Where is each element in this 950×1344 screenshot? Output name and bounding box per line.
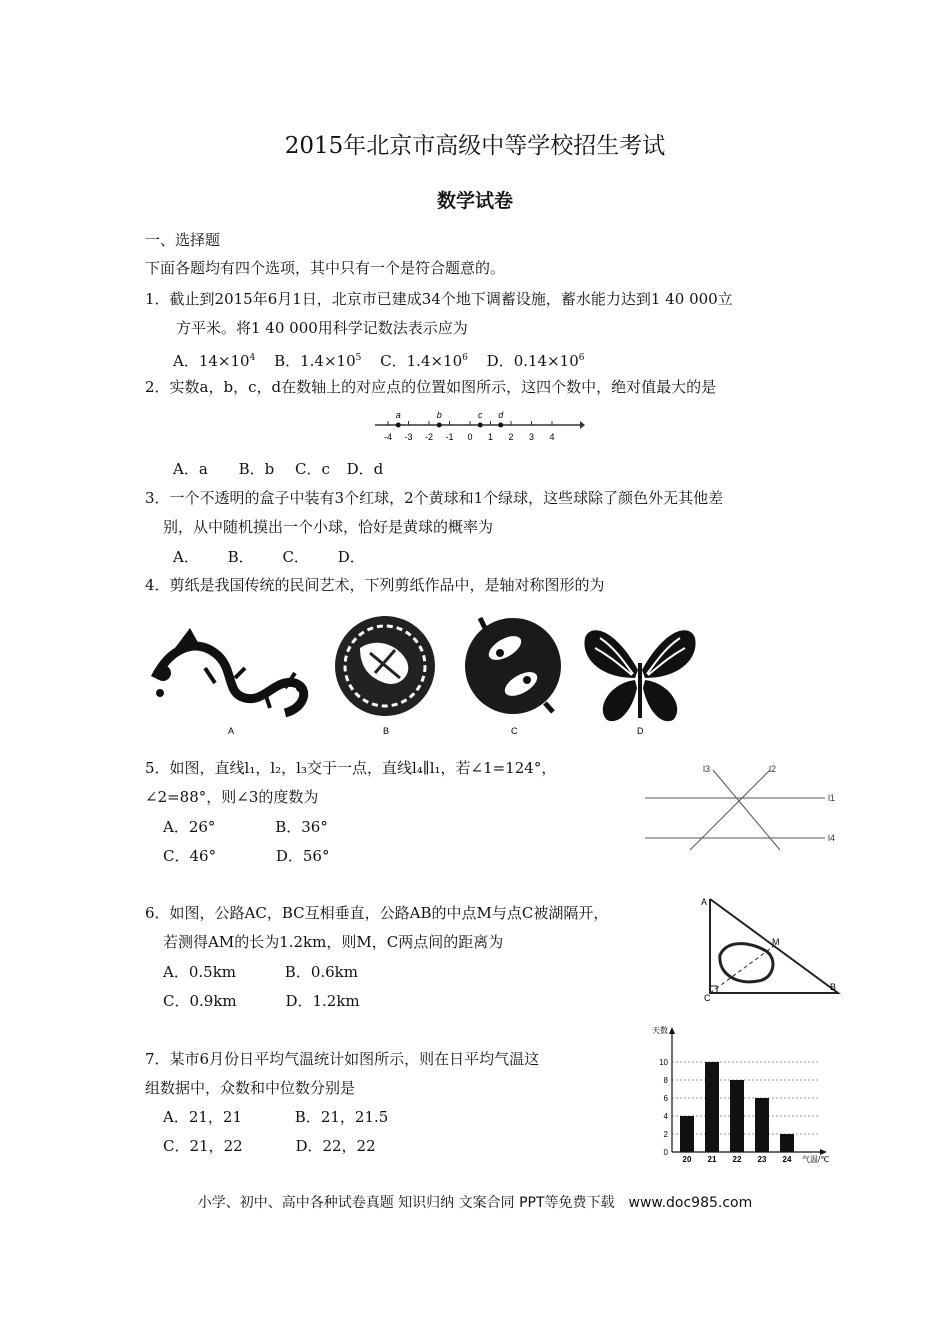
- chart-y-arrow: [669, 1027, 675, 1034]
- q7-text2: 组数据中，众数和中位数分别是: [145, 1079, 356, 1097]
- q3-option-a: A．: [173, 548, 199, 566]
- chart-ytick-label: 2: [663, 1130, 668, 1139]
- label-c: C: [704, 993, 711, 1001]
- q3-text1: 一个不透明的盒子中装有3个红球，2个黄球和1个绿球，这些球除了颜色外无其他差: [169, 489, 724, 507]
- q3-text2: 别，从中随机摸出一个小球，恰好是黄球的概率为: [163, 518, 494, 536]
- chart-bar: [730, 1080, 744, 1152]
- chart-yticks: [659, 1058, 668, 1157]
- number-line-arrow: [580, 421, 585, 429]
- q6-number: 6．: [145, 904, 170, 922]
- q2-option-b: B．b: [238, 460, 275, 478]
- number-line-tick-label: -2: [424, 432, 434, 442]
- number-line-tick-label: 1: [487, 432, 494, 442]
- q6-triangle-figure: [698, 893, 846, 1001]
- q5-options-row1: [163, 817, 342, 837]
- q1-options: [173, 348, 599, 371]
- q2-option-d: D．d: [346, 460, 384, 478]
- exam-title: 2015年北京市高级中等学校招生考试: [284, 133, 666, 159]
- q7-options-row1: [163, 1107, 402, 1127]
- lake-outline: [720, 944, 773, 982]
- chart-ytick-label: 10: [659, 1058, 668, 1067]
- label-m: M: [772, 937, 780, 947]
- number-line-tick-label: -3: [404, 432, 413, 442]
- chart-bar: [705, 1062, 719, 1152]
- q1-line1: [145, 289, 733, 309]
- number-line-tick-label: 0: [467, 432, 473, 442]
- q6-options-row1: [163, 962, 372, 982]
- q3-line1: [145, 488, 723, 508]
- chart-ytick-label: 8: [663, 1076, 668, 1085]
- label-l3: l3: [703, 764, 711, 774]
- number-line-point: [478, 423, 483, 428]
- number-line-point-label: c: [478, 410, 483, 420]
- q3-options: [173, 547, 379, 567]
- label-l1: l1: [828, 793, 836, 803]
- number-line-figure: [370, 408, 585, 444]
- page-footer: 小学、初中、高中各种试卷真题 知识归纳 文案合同 PPT等免费下载 www.doc985.com: [197, 1195, 753, 1211]
- chart-bar: [755, 1098, 769, 1152]
- label-l4: l4: [828, 833, 836, 843]
- q5-text1: 如图，直线l₁，l₂，l₃交于一点，直线l₄∥l₁，若∠1=124°，: [169, 759, 557, 777]
- q1-text1: 截止到2015年6月1日，北京市已建成34个地下调蓄设施，蓄水能力达到1 40 000立: [169, 290, 733, 308]
- q5-option-d: D．56°: [275, 847, 330, 865]
- chart-xtick-label: 23: [757, 1155, 767, 1164]
- q5-option-b: B．36°: [275, 818, 328, 836]
- q7-option-b: B．21，21.5: [294, 1108, 389, 1126]
- q5-number: 5．: [145, 759, 170, 777]
- number-line-point-label: b: [436, 410, 442, 420]
- q7-text1: 某市6月份日平均气温统计如图所示，则在日平均气温这: [169, 1050, 540, 1068]
- q5-line1: [145, 758, 556, 778]
- q1-number: 1．: [145, 290, 170, 308]
- q2-option-c: C．c: [294, 460, 330, 478]
- number-line-tick-label: -1: [445, 432, 454, 442]
- chart-ytick-label: 0: [663, 1148, 668, 1157]
- q6-text1: 如图，公路AC，BC互相垂直，公路AB的中点M与点C被湖隔开，: [169, 904, 609, 922]
- number-line-point: [437, 423, 442, 428]
- paper-subtitle: 数学试卷: [436, 190, 513, 212]
- q5-options-row2: [163, 846, 343, 866]
- q1-option-a: A．$14\times 10^4$: [173, 352, 256, 370]
- label-a: A: [701, 897, 708, 907]
- number-line-tick-label: 2: [508, 432, 514, 442]
- q1-option-d: D．$0.14\times 10^6$: [486, 352, 585, 370]
- chart-bars: [680, 1062, 794, 1152]
- q2-option-a: A．a: [173, 460, 208, 478]
- papercut-label-a: A: [228, 726, 235, 736]
- number-line-ticks: [384, 421, 555, 442]
- number-line-tick-label: 3: [528, 432, 535, 442]
- q7-line1: [145, 1049, 539, 1069]
- papercut-dragon: [155, 628, 304, 713]
- chart-bar: [780, 1134, 794, 1152]
- chart-xtick-label: 20: [682, 1155, 692, 1164]
- q4-text1: 剪纸是我国传统的民间艺术，下列剪纸作品中，是轴对称图形的为: [169, 576, 605, 594]
- chart-xtick-label: 21: [707, 1155, 717, 1164]
- q5-option-a: A．26°: [163, 818, 216, 836]
- q3-number: 3．: [145, 489, 170, 507]
- q6-option-c: C．0.9km: [163, 992, 237, 1010]
- papercut-label-b: B: [383, 726, 390, 736]
- papercut-figures: [145, 608, 705, 740]
- number-line-tick-label: -4: [383, 432, 393, 442]
- number-line-point-label: a: [395, 410, 401, 420]
- q6-line1: [145, 903, 608, 923]
- q6-text2: 若测得AM的长为1.2km，则M，C两点间的距离为: [163, 933, 504, 951]
- q7-options-row2: [163, 1136, 390, 1156]
- q3-option-c: C．: [282, 548, 309, 566]
- papercut-circle: [335, 616, 435, 716]
- q2-options: [173, 459, 397, 479]
- chart-xlabel: 气温/℃: [802, 1155, 830, 1164]
- number-line-point-label: d: [498, 410, 504, 420]
- papercut-butterfly: [584, 630, 695, 721]
- chart-ytick-label: 4: [663, 1112, 668, 1121]
- q1-text2: 方平米。将1 40 000用科学记数法表示应为: [176, 319, 468, 337]
- chart-xticks: [683, 1155, 792, 1164]
- q2-number: 2．: [145, 378, 170, 396]
- q2-text1: 实数a，b，c，d在数轴上的对应点的位置如图所示，这四个数中，绝对值最大的是: [169, 378, 717, 396]
- number-line-point: [498, 423, 503, 428]
- q7-number: 7．: [145, 1050, 170, 1068]
- section-heading: 一、选择题: [145, 231, 221, 249]
- label-l2: l2: [769, 764, 777, 774]
- q1-option-b: B．$1.4\times 10^5$: [274, 352, 362, 370]
- q3-option-d: D．: [337, 548, 365, 566]
- section-instruction: 下面各题均有四个选项，其中只有一个是符合题意的。: [145, 259, 506, 277]
- q6-options-row2: [163, 991, 374, 1011]
- chart-ylabel: 天数: [652, 1026, 668, 1035]
- papercut-fish: [465, 618, 561, 714]
- q2-line1: [145, 377, 716, 397]
- q1-option-c: C．$1.4\times 10^6$: [380, 352, 468, 370]
- number-line-tick-label: 4: [549, 432, 555, 442]
- chart-ytick-label: 6: [663, 1094, 668, 1103]
- q5-text2: ∠2=88°，则∠3的度数为: [145, 788, 319, 806]
- label-b: B: [830, 982, 837, 992]
- q7-option-d: D．22，22: [295, 1137, 376, 1155]
- q4-number: 4．: [145, 576, 170, 594]
- q4-line1: [145, 575, 605, 595]
- q5-lines-figure: [645, 758, 845, 858]
- chart-xtick-label: 22: [732, 1155, 742, 1164]
- chart-bar: [680, 1116, 694, 1152]
- chart-xtick-label: 24: [782, 1155, 792, 1164]
- q6-option-b: B．0.6km: [284, 963, 358, 981]
- q6-option-d: D．1.2km: [285, 992, 360, 1010]
- papercut-label-d: D: [637, 726, 644, 736]
- q7-option-c: C．21，22: [163, 1137, 243, 1155]
- q5-option-c: C．46°: [163, 847, 217, 865]
- q7-option-a: A．21，21: [163, 1108, 243, 1126]
- number-line-point: [396, 423, 401, 428]
- q6-option-a: A．0.5km: [163, 963, 237, 981]
- temperature-bar-chart: [640, 1022, 840, 1167]
- q3-option-b: B．: [227, 548, 254, 566]
- papercut-label-c: C: [511, 726, 518, 736]
